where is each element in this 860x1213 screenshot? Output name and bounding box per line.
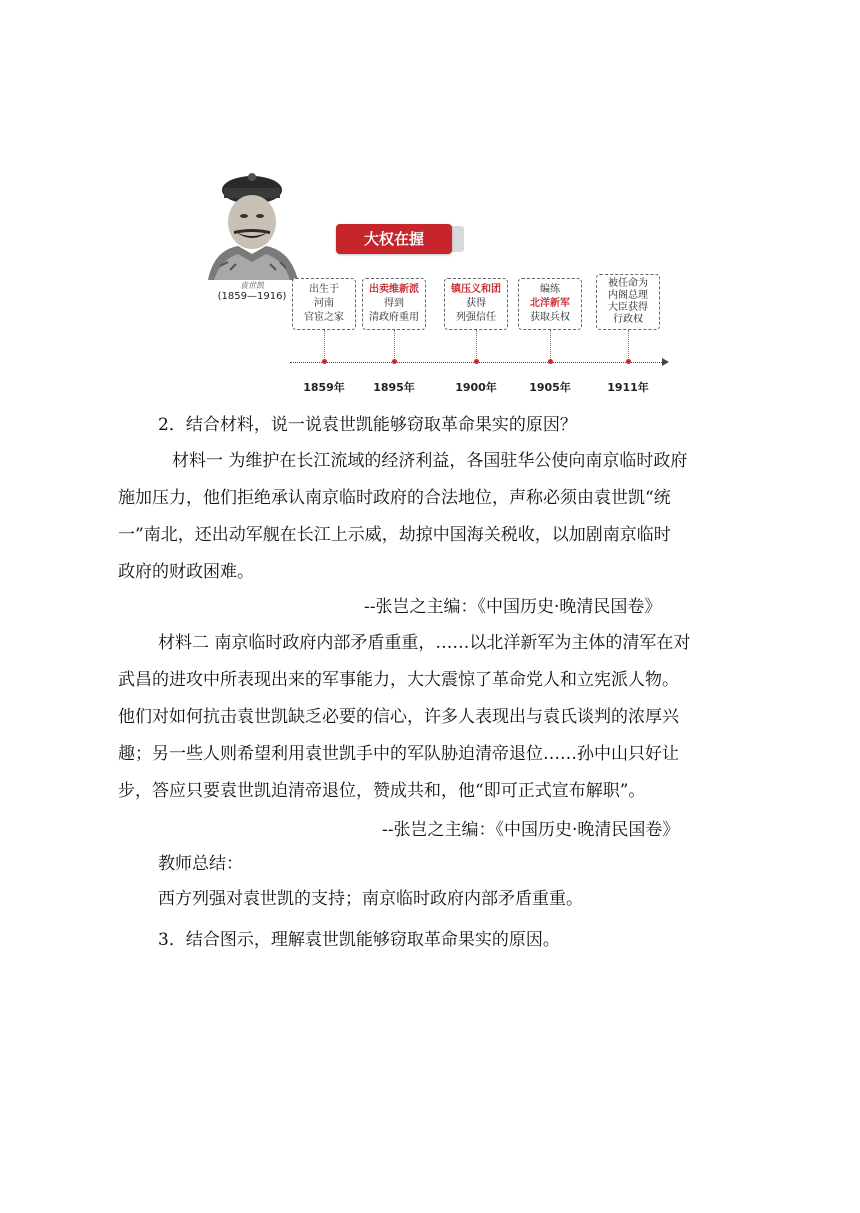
paragraph-line: 一”南北，还出动军舰在长江上示威，劫掠中国海关税收，以加剧南京临时 xyxy=(118,525,671,545)
event-connector xyxy=(628,330,629,362)
paragraph-line: 他们对如何抗击袁世凯缺乏必要的信心，许多人表现出与袁氏谈判的浓厚兴 xyxy=(118,707,679,727)
event-text: 镇压义和团 xyxy=(451,284,501,295)
year-label: 1911年 xyxy=(607,381,649,394)
event-text: 出生于 xyxy=(309,284,339,295)
event-connector xyxy=(476,330,477,362)
paragraph-line: 趣；另一些人则希望利用袁世凯手中的军队胁迫清帝退位……孙中山只好让 xyxy=(118,744,679,764)
question-3: 3．结合图示，理解袁世凯能够窃取革命果实的原因。 xyxy=(158,930,560,950)
year-label: 1905年 xyxy=(529,381,571,394)
timeline-dot xyxy=(548,359,553,364)
event-box xyxy=(518,278,582,330)
material-2-source: --张岂之主编：《中国历史·晚清民国卷》 xyxy=(382,820,680,840)
event-connector xyxy=(394,330,395,362)
timeline-figure xyxy=(196,168,674,394)
event-text: 大臣获得 xyxy=(608,302,648,313)
portrait-years: (1859—1916) xyxy=(217,291,287,302)
event-text: 被任命为 xyxy=(608,278,648,289)
timeline-dot xyxy=(474,359,479,364)
event-text: 得到 xyxy=(384,298,404,309)
paragraph-line: 材料二 南京临时政府内部矛盾重重，……以北洋新军为主体的清军在对 xyxy=(158,633,691,653)
paragraph-line: 武昌的进攻中所表现出来的军事能力，大大震惊了革命党人和立宪派人物。 xyxy=(118,670,679,690)
event-text: 获得 xyxy=(466,298,486,309)
event-text: 获取兵权 xyxy=(530,312,570,323)
event-connector xyxy=(324,330,325,362)
year-label: 1859年 xyxy=(303,381,345,394)
paragraph-line: 政府的财政困难。 xyxy=(118,562,254,582)
event-text: 清政府重用 xyxy=(369,312,419,323)
event-text: 出卖维新派 xyxy=(369,284,419,295)
material-1-source: --张岂之主编：《中国历史·晚清民国卷》 xyxy=(364,597,662,617)
year-label: 1900年 xyxy=(455,381,497,394)
year-label: 1895年 xyxy=(373,381,415,394)
event-text: 行政权 xyxy=(613,314,643,325)
event-text: 内阁总理 xyxy=(608,290,648,301)
event-box xyxy=(444,278,508,330)
event-connector xyxy=(550,330,551,362)
timeline-dot xyxy=(626,359,631,364)
paragraph-line: 材料一 为维护在长江流域的经济利益，各国驻华公使向南京临时政府 xyxy=(172,451,688,471)
event-text: 北洋新军 xyxy=(530,298,570,309)
event-box xyxy=(292,278,356,330)
event-text: 列强信任 xyxy=(456,312,496,323)
paragraph-line: 步，答应只要袁世凯迫清帝退位，赞成共和，他“即可正式宣布解职”。 xyxy=(118,781,646,801)
banner-label: 大权在握 xyxy=(336,224,452,254)
summary-text: 西方列强对袁世凯的支持；南京临时政府内部矛盾重重。 xyxy=(158,889,583,909)
event-text: 河南 xyxy=(314,298,334,309)
event-text: 官宦之家 xyxy=(304,312,344,323)
event-box xyxy=(362,278,426,330)
timeline-dot xyxy=(322,359,327,364)
event-text: 编练 xyxy=(540,284,560,295)
timeline-dot xyxy=(392,359,397,364)
event-box xyxy=(596,274,660,330)
portrait-caption xyxy=(206,280,298,302)
timeline-arrow xyxy=(662,358,669,366)
summary-title: 教师总结： xyxy=(158,854,243,874)
question-2: 2．结合材料，说一说袁世凯能够窃取革命果实的原因？ xyxy=(158,415,577,435)
portrait-name: 袁世凯 xyxy=(240,281,264,290)
portrait-image xyxy=(200,170,304,280)
paragraph-line: 施加压力，他们拒绝承认南京临时政府的合法地位，声称必须由袁世凯“统 xyxy=(118,488,671,508)
